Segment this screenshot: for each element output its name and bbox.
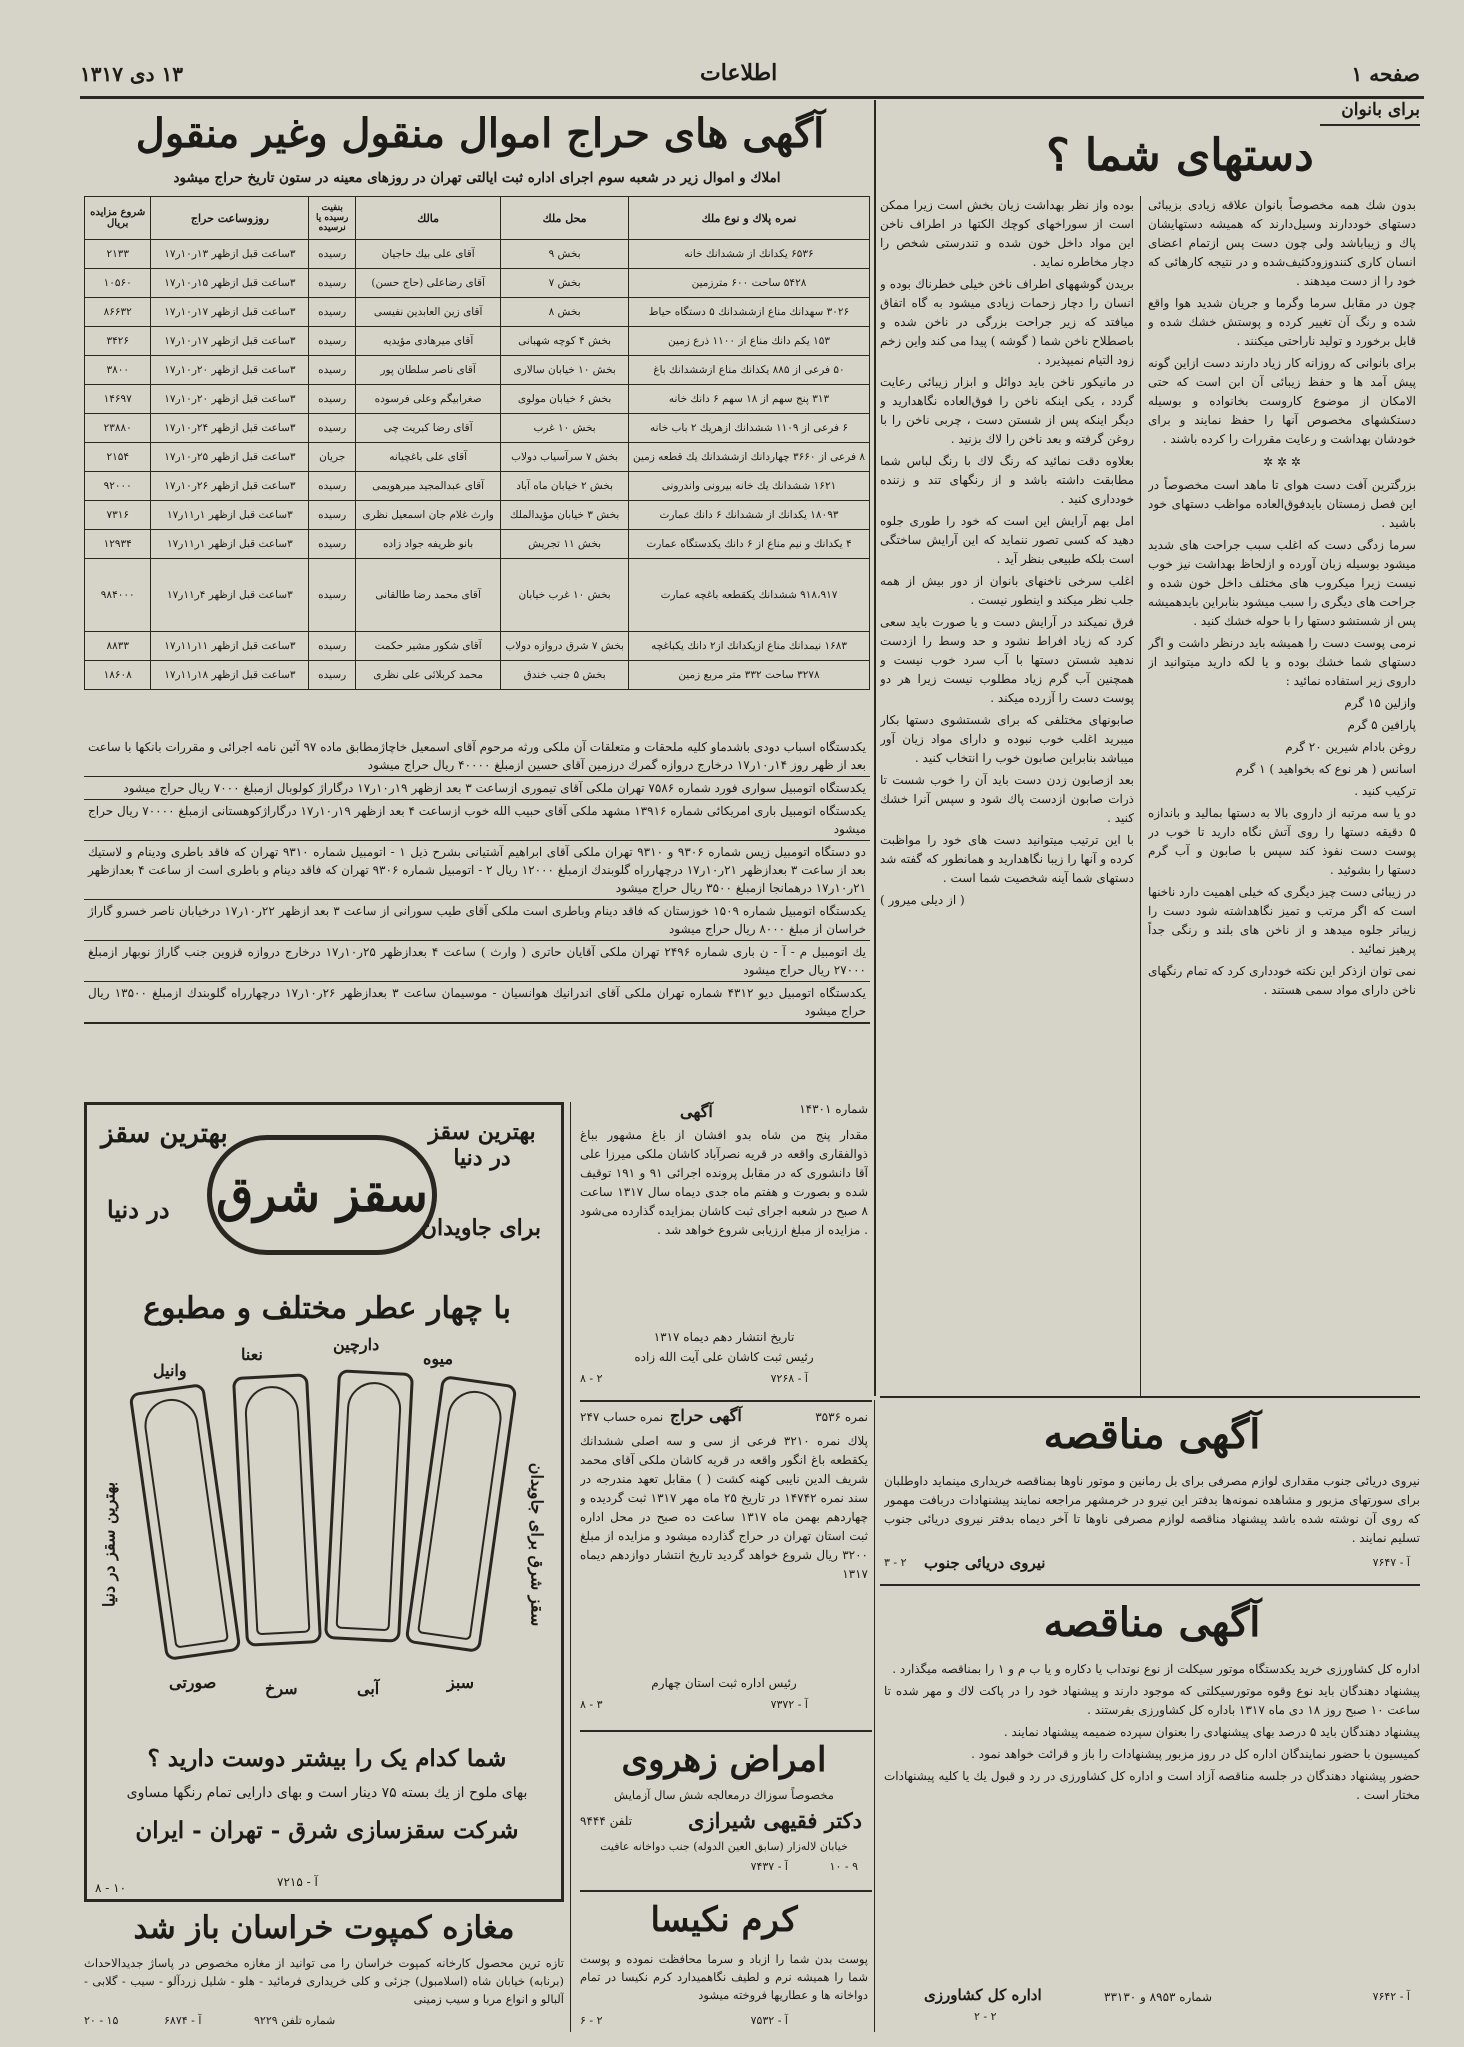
gum-pack-icon	[129, 1383, 242, 1661]
table-cell: رسیده	[309, 327, 356, 356]
table-cell: آقای رضا کبریت چی	[356, 414, 501, 443]
auction-extra-item: یکدستگاه اتومبیل دیو ۴۳۱۲ شماره تهران ملکی آقای اندرانیك هوانسیان - موسیمان ساعت ۳ بعدازظهر ۲۶ر۱۰ر۱۷ درچهارراه گلوبندك ازمبلغ ۱۳۵۰۰ ریال حراج میشود	[84, 982, 870, 1024]
table-cell: ۶ فرعی از ۱۱۰۹ ششدانك ازهریك ۲ باب خانه	[628, 414, 869, 443]
col-location: محل ملك	[501, 197, 629, 240]
table-cell: آقای علی بیك حاجیان	[356, 240, 501, 269]
table-cell: آقای شکور مشیر حکمت	[356, 632, 501, 661]
table-cell: رسیده	[309, 472, 356, 501]
ad-code: ۲ - ۸	[580, 1372, 603, 1385]
shargh-top-right: بهترین سقز در دنیا	[428, 1119, 536, 1171]
table-cell: بخش ۸	[501, 298, 629, 327]
table-row	[85, 327, 870, 356]
auction-table-wrap	[84, 196, 870, 690]
auction-extra-item: دو دستگاه اتومبیل زیس شماره ۹۳۰۶ و ۹۳۱۰ تهران ملکی آقای ابراهیم آشتیانی بشرح ذیل ۱ - اتومبیل شماره ۹۳۱۰ تهران که فاقد باطری ودینام و لاستیك بعد از ساعت ۳ بعدازظهر ۲۱ر۱۰ر۱۷ درچهارراه گلوبندك ازمبلغ ۱۲۰۰۰ ریال ۲ - اتومبیل شماره ۹۳۰۶ تهران که فاقد دینام و باطری است از ساعت ۴ بعدازظهر ۲۱ر۱۰ر۱۷ درهمانجا ازمبلغ ۳۵۰۰ ریال حراج میشود	[84, 841, 870, 900]
table-cell: رسیده	[309, 632, 356, 661]
main-column-rule	[874, 100, 876, 1396]
women-paragraph: بدون شك همه مخصوصاً بانوان علاقه زیادی بزیبائی دستهای خوددارند وسیل‌دارند که همیشه دستهایشان پاك و زیباباشد ولی چون دست پس ازتمام اعضای انسان کاری کنندوزودکثیف‌شده و در نتیجه کارهائی که خود را از دست میدهند .	[1148, 198, 1416, 288]
ad-title: کرم نکیسا	[650, 1900, 798, 1940]
ad-divider	[580, 1400, 872, 1402]
ad-signature: رئیس اداره ثبت استان چهارم	[651, 1676, 797, 1690]
table-cell: ۱۰۵۶۰	[85, 269, 151, 298]
gum-pack-icon	[324, 1369, 414, 1643]
table-cell: رسیده	[309, 661, 356, 690]
table-cell: ۶۵۳۶ یکدانك از ششدانك خانه	[628, 240, 869, 269]
table-cell: بخش ۴ کوچه شهبانی	[501, 327, 629, 356]
table-cell: ۳۲۷۸ ساحت ۳۳۲ متر مربع زمین	[628, 661, 869, 690]
source-credit: ( از دیلی میرور )	[880, 893, 965, 907]
ad-body: مقدار پنج من شاه بدو افشان از باغ مشهور بباغ ذوالفقاری واقعه در قریه نصرآباد کاشان ملکی میرزا علی آقا دانشوری که در مقابل پرونده اجرائی ۹۱ و ۱۹۱ توقیف شده و بصورت و هفتم ماه جدی دیماه سال ۱۳۱۷ ساعت ۸ صبح در شعبه اجرای ثبت کاشان بمزایده گذارده می‌شود . مزایده از مبلغ ارزیابی شروع خواهد شد .	[580, 1128, 868, 1237]
color-label: سرخ	[265, 1679, 298, 1698]
col-plaque: نمره پلاك و نوع ملك	[628, 197, 869, 240]
table-cell: بخش ۷ شرق دروازه دولاب	[501, 632, 629, 661]
shargh-top-left: بهترین سقز	[101, 1119, 228, 1149]
table-row	[85, 240, 870, 269]
women-end-rule	[880, 1396, 1420, 1398]
table-cell: ۱۶۲۱ ششدانك یك خانه بیرونی واندرونی	[628, 472, 869, 501]
auction-subtitle: املاك و اموال زیر در شعبه سوم اجرای اداره ثبت ایالتی تهران در روزهای معینه در ستون تاریخ حراج میشود	[173, 170, 781, 186]
table-cell: وارث غلام جان اسمعیل نظری	[356, 501, 501, 530]
table-cell: بخش ۷ سرآسیاب دولاب	[501, 443, 629, 472]
venereal-disease-ad	[580, 1736, 868, 1886]
table-cell: ۳ساعت قبل ازظهر ۱ر۱۱ر۱۷	[151, 501, 309, 530]
ad-body: نیروی دریائی جنوب مقداری لوازم مصرفی برای بل رمانین و موتور ناوها بمناقصه خریداری مینماید داوطلبان برای سورتهای مزبور و مشاهده نمونه‌ها بدفتر این نیرو در خرمشهر مراجعه نمایند پیشنهادات دربافت مهمور که روی آن نوشته شده باشد پیشنهاد مناقصه لوازم مصرفی ناوها تا آخر دیماه بدفتر نیروی دریائی جنوب تسلیم نمایند .	[884, 1474, 1420, 1545]
tender-navy-ad	[884, 1400, 1420, 1580]
kompot-phone: شماره تلفن ۹۲۲۹	[254, 2014, 336, 2027]
table-cell: بخش ۱۱ تجریش	[501, 530, 629, 559]
shargh-info: بهای ملوح از یك بسته ۷۵ دینار است و بهای دارایی تمام رنگها مساوی	[126, 1785, 528, 1801]
ad-divider	[580, 1730, 872, 1732]
table-cell: ۳ساعت قبل ازظهر ۱۱ر۱۱ر۱۷	[151, 632, 309, 661]
women-paragraph: برای بانوانی که روزانه کار زیاد دارند دست ازاین گونه پیش آمد ها و حفظ زیبائی آن ابن است که حتی الامکان از موضوع کاروست بخانواده و بوسیله دستکشهای مخصوص آنها را حفظ نمایند و برای خودشان بهداشت و رعایت مقررات را کرده باشند .	[1148, 356, 1416, 446]
col-datetime: روزوساعت حراج	[151, 197, 309, 240]
nakisa-cream-ad	[580, 1896, 868, 2036]
flavor-label: نعنا	[241, 1345, 263, 1364]
ad-code: آ - ۷۵۳۲	[750, 2014, 788, 2027]
women-paragraph: چون در مقابل سرما وگرما و جریان شدید هوا واقع شده و رنگ آن تغییر کرده و پوستش خشك شده و قابل برخورد و تولید ناراحتی میکنند .	[1148, 296, 1416, 348]
ad-code: آ - ۷۶۴۷	[1372, 1556, 1410, 1569]
table-cell: آقای ناصر سلطان پور	[356, 356, 501, 385]
ad-code: آ - ۷۲۱۵	[277, 1875, 318, 1889]
table-cell: آقای رضاعلی (حاج حسن)	[356, 269, 501, 298]
table-cell: بخش ۷	[501, 269, 629, 298]
color-label: صورتی	[169, 1673, 217, 1692]
table-cell: ۳۸۰۰	[85, 356, 151, 385]
table-cell: ۳ساعت قبل ازظهر ۱۸ر۱۱ر۱۷	[151, 661, 309, 690]
table-cell: بخش ۶ خیابان مولوی	[501, 385, 629, 414]
gum-pack-icon	[232, 1373, 322, 1647]
tender-clause: حضور پیشنهاد دهندگان در جلسه مناقصه آزاد است و اداره کل کشاورزی در رد و قبول یك یا کلیه پیشنهادات مختار است .	[884, 1769, 1420, 1802]
lower-column-rule	[570, 1102, 571, 2032]
table-row	[85, 269, 870, 298]
auction-extra-item: یکدستگاه اتومبیل شماره ۱۵۰۹ خوزستان که فاقد دینام وباطری است ملکی آقای طیب سورانی از ساعت ۳ بعد ازظهر ۲۲ر۱۰ر۱۷ درخیابان ناصر خسرو گاراژ خراسان از مبلغ ۸۰۰۰ ریال حراج میشود	[84, 900, 870, 941]
women-column-2	[880, 196, 1134, 1396]
table-cell: رسیده	[309, 559, 356, 632]
auction-extra-item: یکدستگاه اتومبیل سواری فورد شماره ۷۵۸۶ تهران ملکی آقای تیموری ازساعت ۳ بعد ازظهر ۱۹ر۱۰ر۱۷ درگاراژ کولوبال ازمبلغ ۷۰۰۰ ریال حراج میشود	[84, 777, 870, 800]
table-cell: رسیده	[309, 530, 356, 559]
table-cell: آقای محمد رضا طالقانی	[356, 559, 501, 632]
ad-body	[884, 1660, 1420, 1974]
ad-subtitle: نمره حساب ۲۴۷	[580, 1410, 664, 1424]
table-cell: بانو ظریفه جواد زاده	[356, 530, 501, 559]
table-cell: ۱۶۸۳ نیمدانك مناع ازیکدانك از۲ دانك یکباغچه	[628, 632, 869, 661]
table-cell: ۳ساعت قبل ازظهر ۲۵ر۱۰ر۱۷	[151, 443, 309, 472]
col-start-price: شروع مزایده بریال	[85, 197, 151, 240]
flavor-label: دارچین	[333, 1335, 380, 1354]
table-cell: ۳ساعت قبل ازظهر ۱۳ر۱۰ر۱۷	[151, 240, 309, 269]
women-section-label: برای بانوان	[1341, 100, 1420, 120]
ad-divider	[880, 1584, 1420, 1586]
newspaper-name: اطلاعات	[700, 60, 778, 86]
issue-date: ۱۳ دی ۱۳۱۷	[80, 62, 183, 86]
kompot-title: مغازه کمپوت خراسان باز شد	[133, 1910, 515, 1946]
doctor-address: خیابان لاله‌زار (سابق العین الدوله) جنب دواخانه عافیت	[600, 1840, 848, 1853]
tender-clause: کمیسیون با حضور نمایندگان اداره کل در روز مزبور پیشنهادات را باز و قرائت خواهد نمود .	[971, 1747, 1420, 1761]
women-paragraph: بوده واز نظر بهداشت زیان بخش است زیرا ممکن است از سوراخهای کوچك الکتها در اطراف ناخن این مواد داخل خون شده و تندرستی شخص را دچار مخاطره نماید .	[880, 198, 1134, 269]
table-cell: بخش ۳ خیابان مؤیدالملك	[501, 501, 629, 530]
table-cell: رسیده	[309, 385, 356, 414]
table-cell: بخش ۹	[501, 240, 629, 269]
auction-table	[84, 196, 870, 690]
table-cell: رسیده	[309, 240, 356, 269]
table-cell: جریان	[309, 443, 356, 472]
table-cell: بخش ۱۰ خیابان سالاری	[501, 356, 629, 385]
ad-code: آ - ۷۲۶۸	[770, 1372, 808, 1385]
doctor-phone: تلفن ۹۴۴۴	[580, 1814, 633, 1828]
shargh-packs	[147, 1335, 507, 1721]
table-cell: ۳ساعت قبل ازظهر ۲۰ر۱۰ر۱۷	[151, 356, 309, 385]
table-cell: بخش ۵ جنب خندق	[501, 661, 629, 690]
table-cell: آقای زین العابدین نفیسی	[356, 298, 501, 327]
ad-code: آ - ۷۶۴۲	[1372, 1990, 1410, 2003]
tender-clause: پیشنهاد دهندگان باید ۵ درصد بهای پیشنهادی را بعنوان سپرده ضمیمه پیشنهاد نمایند .	[1003, 1725, 1420, 1739]
ad-title: آگهی مناقصه	[1043, 1599, 1261, 1646]
kompot-ad	[84, 1906, 564, 2036]
table-cell: آقای میرهادی مؤیدیه	[356, 327, 501, 356]
ad-signature: رئیس ثبت کاشان علی آیت الله زاده	[634, 1350, 814, 1364]
women-paragraph: بریدن گوشههای اطراف ناخن خیلی خطرناك بوده و انسان را دچار زحمات زیادی میشود به گاه اتفاق میافتد که زیر جراحت بزرگی در ناخن شده و باصطلاح ناخن شما ( گوشه ) پیدا می کند واین زخم زود التیام نمیپذیرد .	[880, 277, 1134, 367]
col-owner: مالك	[356, 197, 501, 240]
ad-code: ۱۰ - ۸	[95, 1881, 127, 1895]
women-paragraph: امل بهم آرایش این است که خود را طوری جلوه دهید که کسی تصور ننماید که این آرایش ساختگی است بلکه طبیعی بنظر آید .	[880, 514, 1134, 566]
ad-code: ۲ - ۶	[580, 2014, 603, 2027]
shargh-side-left: در دنیا	[107, 1195, 170, 1224]
ad-number: شماره ۱۴۳۰۱	[799, 1102, 868, 1116]
ad-title: آگهی	[680, 1102, 713, 1121]
auction-extra-item: یکدستگاه اسباب دودی باشدماو کلیه ملحقات و متعلقات آن ملکی ورثه مرحوم آقای اسمعیل خاچاژمطابق ماده ۹۷ آئین نامه اجرائی و مقررات بانکها با ساعت بعد از ظهر روز ۱۴ر۱۰ر۱۷ درخارج دروازه گمرك درزمین آقای حسین ازمبلغ ۴۰۰۰۰ ریال حراج میشود	[84, 736, 870, 777]
table-cell: ۳۱۳ پنج سهم از ۱۸ سهم ۶ دانك خانه	[628, 385, 869, 414]
women-column-1	[1148, 196, 1416, 1396]
women-paragraph: ترکیب کنید .	[1354, 784, 1416, 798]
table-cell: ۴ یکدانك و نیم مناع از ۶ دانك یکدستگاه عمارت	[628, 530, 869, 559]
women-paragraph: در زیبائی دست چیز دیگری که خیلی اهمیت دارد ناخنها است که اگر مرتب و تمیز نگاهداشته شود دست را زیباتر جلوه میدهد و از ناخن های بلند و رنگی جداً پرهیز نمائید .	[1148, 885, 1416, 956]
ad-body: پلاك نمره ۳۲۱۰ فرعی از سی و سه اصلی ششدانك یکقطعه باغ انگور واقعه در قریه کاشان ملکی آقای محمد شریف الدین نایبی کهنه کشت ( ) مقابل تعهد مندرجه در سند نمره ۱۴۷۴۲ در تاریخ ۲۵ ماه مهر ۱۳۱۷ ثبت گردیده و چهاردهم بهمن ماه ۱۳۱۷ ساعت ده صبح در محل اداره ثبت استان تهران در حراج گذارده میشود و مزایده از مبلغ ۳۲۰۰ ریال شروع خواهد گردید تاریخ انتشار دوازدهم دیماه ۱۳۱۷	[580, 1434, 868, 1581]
women-paragraph: نمی توان ازذکر این نکته خودداری کرد که تمام رنگهای ناخن دارای مواد سمی هستند .	[1148, 964, 1416, 997]
shargh-flavors-line: با چهار عطر مختلف و مطبوع	[143, 1291, 511, 1326]
shargh-border-left: بهترین سقز در دنیا	[99, 1481, 119, 1608]
women-paragraph: دو یا سه مرتبه از داروی بالا به دستها بمالید و باندازه ۵ دقیقه دستها را روی آتش نگاه دارید تا خوب در پوست دست نفوذ کند سپس با صابون و آب گرم دستها را بشوئید .	[1148, 806, 1416, 877]
table-cell: ۸۸۳۳	[85, 632, 151, 661]
table-cell: ۳ساعت قبل ازظهر ۲۶ر۱۰ر۱۷	[151, 472, 309, 501]
table-cell: رسیده	[309, 501, 356, 530]
ornament: ✲ ✲ ✲	[1263, 455, 1301, 469]
ad-code: آ - ۷۴۳۷	[750, 1860, 788, 1873]
shargh-side-right: برای جاویدان	[420, 1215, 541, 1241]
table-cell: رسیده	[309, 269, 356, 298]
auction-title: آگهی های حراج اموال منقول وغیر منقول	[135, 110, 825, 157]
table-row	[85, 661, 870, 690]
table-cell: ۵۴۲۸ ساحت ۶۰۰ مترزمین	[628, 269, 869, 298]
tender-agriculture-ad	[884, 1590, 1420, 2036]
table-cell: ۹۱۸،۹۱۷ ششدانك یکقطعه باغچه عمارت	[628, 559, 869, 632]
auction-extra-item: یك اتومبیل م - آ - ن باری شماره ۲۴۹۶ تهران ملکی آقایان حاتری ( وارث ) ساعت ۴ بعدازظهر ۲۵ر۱۰ر۱۷ درخارج دروازه قزوین جنب گاراژ نوبهار ازمبلغ ۲۷۰۰۰ ریال حراج میشود	[84, 941, 870, 982]
ad-signature: نیروی دریائی جنوب	[924, 1554, 1046, 1572]
table-cell: ۲۱۵۴	[85, 443, 151, 472]
women-paragraph: بعد ازصابون زدن دست باید آن را خوب شست تا ذرات صابون ازدست پاك شود و سپس آنرا خشك کنید .	[880, 773, 1134, 825]
ad-code: ۲ - ۲	[974, 2010, 997, 2023]
flavor-label: وانیل	[153, 1361, 187, 1380]
women-paragraph: بعلاوه دقت نمائید که رنگ لاك با رنگ لباس شما مطابقت داشته باشد و از رنگهای تند و زننده خودداری کنید .	[880, 454, 1134, 506]
auction-extra-item: یکدستگاه اتومبیل باری امریکائی شماره ۱۳۹۱۶ مشهد ملکی آقای حبیب الله خوب ازساعت ۴ بعد ازظهر ۱۹ر۱۰ر۱۷ درگاراژکوهستانی ازمبلغ ۷۰۰۰۰ ریال حراج میشود	[84, 800, 870, 841]
table-row	[85, 385, 870, 414]
recipe-item: اسانس ( هر نوع که بخواهید ) ۱ گرم	[1235, 762, 1416, 776]
table-cell: ۲۳۸۸۰	[85, 414, 151, 443]
table-cell: آقای عبدالمجید میرهویمی	[356, 472, 501, 501]
color-label: آبی	[357, 1679, 380, 1698]
table-cell: ۳۴۲۶	[85, 327, 151, 356]
flavor-label: میوه	[423, 1349, 454, 1368]
table-cell: ۱۵۳ یکم دانك مناع از ۱۱۰۰ ذرع زمین	[628, 327, 869, 356]
women-title: دستهای شما ؟	[1046, 130, 1314, 181]
table-row	[85, 356, 870, 385]
recipe-item: پارافین ۵ گرم	[1347, 718, 1416, 732]
ad-number: نمره ۳۵۳۶	[815, 1410, 868, 1424]
table-cell: ۳ساعت قبل ازظهر ۱۷ر۱۰ر۱۷	[151, 327, 309, 356]
ad-code: ۱۵ - ۲۰	[84, 2014, 119, 2027]
women-paragraph: سرما زدگی دست که اغلب سبب جراحت های شدید میشود بوسیله زبان آورده و ازلحاظ بهداشت نیز خوب نیست زیرا میکروب های مختلف داخل خون شده و جراحت های دیگری را سبب میشود بنابراین بایدهمیشه پس از شستشو دستها را با حوله خشك کنید .	[1148, 538, 1416, 628]
table-row	[85, 632, 870, 661]
col-status: بنفیت رسیده یا نرسیده	[309, 197, 356, 240]
header-rule	[80, 96, 1424, 99]
doctor-name: دکتر فقیهی شیرازی	[687, 1808, 862, 1833]
auction-extra-list	[84, 736, 870, 1024]
women-paragraph: نرمی پوست دست را همیشه باید درنظر داشت و اگر دستهای شما خشك بوده و یا لکه دارید میتوانید از داروی زیر استفاده نمائید :	[1148, 636, 1416, 688]
table-cell: ۳ساعت قبل ازظهر ۲۴ر۱۰ر۱۷	[151, 414, 309, 443]
ad-signature: اداره کل کشاورزی	[924, 1986, 1042, 2004]
table-cell: رسیده	[309, 414, 356, 443]
ad-code: آ - ۶۸۷۴	[164, 2014, 202, 2027]
table-cell: ۸۶۶۳۲	[85, 298, 151, 327]
recipe-item: وازلین ۱۵ گرم	[1344, 696, 1416, 710]
women-paragraph: فرق نمیکند در آرایش دست و یا صورت باید سعی کرد که زیاد افراط نشود و حد وسط را ازدست ندهید شستن دستها با آب سرد خوب نیست و همچنین آب گرم زیاد مطلوب نیست زیرا هر دو پوست دست را آزرده میکند .	[880, 615, 1134, 705]
table-cell: ۹۲۰۰۰	[85, 472, 151, 501]
table-row	[85, 559, 870, 632]
shargh-company: شرکت سقزسازی شرق - تهران - ایران	[135, 1817, 519, 1844]
women-column-rule	[1140, 196, 1141, 1396]
table-cell: ۳۰۲۶ سهدانك مناع ازششدانك ۵ دستگاه حیاط	[628, 298, 869, 327]
table-cell: ۱۴۶۹۷	[85, 385, 151, 414]
women-paragraph: با این ترتیب میتوانید دست های خود را مواظبت کرده و آنها را زیبا نگاهدارید و همانطور که گفته شد دستهای شما آینه شخصیت شما است .	[880, 833, 1134, 885]
table-row	[85, 501, 870, 530]
page-number: صفحه ۱	[1351, 62, 1420, 86]
table-cell: ۷۳۱۶	[85, 501, 151, 530]
auction-ad-3536	[580, 1406, 868, 1726]
middle-right-rule	[874, 1400, 875, 2032]
table-cell: ۱۲۹۳۴	[85, 530, 151, 559]
ad-subtitle: مخصوصاً سوزاك درمعالجه شش سال آزمایش	[614, 1788, 834, 1802]
table-cell: صغرابیگم وعلی فرسوده	[356, 385, 501, 414]
ad-number: شماره ۸۹۵۳ و ۳۳۱۳۰	[1104, 1990, 1212, 2004]
table-cell: بخش ۱۰ غرب خیابان	[501, 559, 629, 632]
ad-title: امراض زهروی	[621, 1740, 827, 1780]
table-row	[85, 298, 870, 327]
table-row	[85, 414, 870, 443]
table-cell: رسیده	[309, 298, 356, 327]
ad-divider	[580, 1890, 872, 1892]
table-cell: ۸ فرعی از ۳۶۶۰ چهاردانك ازششدانك یك قطعه زمین	[628, 443, 869, 472]
ad-title: آگهی حراج	[670, 1406, 742, 1425]
table-cell: ۳ساعت قبل ازظهر ۲۰ر۱۰ر۱۷	[151, 385, 309, 414]
table-cell: ۳ساعت قبل ازظهر ۴ر۱۱ر۱۷	[151, 559, 309, 632]
table-cell: محمد کربلائی علی نظری	[356, 661, 501, 690]
shargh-question: شما کدام یک را بیشتر دوست دارید ؟	[147, 1745, 507, 1772]
table-cell: بخش ۲ خیابان ماه آباد	[501, 472, 629, 501]
women-label-rule	[1320, 124, 1420, 126]
women-paragraph: صابونهای مختلفی که برای شستشوی دستها بکار میبرید اغلب خوب نبوده و دارای مواد زیان آور میباشد بنابراین صابون خوب را انتخاب کنید .	[880, 713, 1134, 765]
gum-pack-icon	[405, 1375, 518, 1653]
color-label: سبز	[447, 1673, 475, 1692]
ad-code: ۹ - ۱۰	[829, 1860, 858, 1873]
tender-clause: اداره کل کشاورزی خرید یکدستگاه موتور سیکلت از نوع نوتداب یا دکاره و یا ب م و ۱ را بمناقصه میگذارد .	[892, 1662, 1420, 1676]
women-paragraph: بزرگترین آفت دست هوای تا ماهد است مخصوصاً در این فصل زمستان بایدفوق‌العاده مواظب دستهای خود باشید .	[1148, 478, 1416, 530]
table-cell: ۱۸۰۹۳ یکدانك از ششدانك ۶ دانك عمارت	[628, 501, 869, 530]
women-paragraph: در مانیکور ناخن باید دوائل و ابزار زیبائی رعایت گردد ، یکی اینکه ناخن را فوق‌العاده نگاهدارید و دیگر اینکه پس از شستن دست ، چربی ناخن را با روغن گرفته و بعد ناخن را لاك بزنید .	[880, 375, 1134, 446]
ad-code: آ - ۷۳۷۲	[770, 1698, 808, 1711]
ad-date: تاریخ انتشار دهم دیماه ۱۳۱۷	[653, 1330, 795, 1344]
shargh-logo: سقز شرق	[207, 1135, 437, 1255]
table-cell: رسیده	[309, 356, 356, 385]
table-cell: آقای علی باغچیانه	[356, 443, 501, 472]
table-header-row	[85, 197, 870, 240]
page-header	[80, 58, 1420, 94]
table-cell: ۹۸۴۰۰۰	[85, 559, 151, 632]
table-cell: ۳ساعت قبل ازظهر ۱ر۱۱ر۱۷	[151, 530, 309, 559]
table-cell: ۲۱۳۳	[85, 240, 151, 269]
table-cell: ۵۰ فرعی از ۸۸۵ یکدانك مناع ازششدانك باغ	[628, 356, 869, 385]
table-cell: ۱۸۶۰۸	[85, 661, 151, 690]
tender-clause: پیشنهاد دهندگان باید نوع وقوه موتورسیکلتی که موجود دارند و پیشنهاد خود را در پاکت لاك و مهر شده تا ساعت ۱۰ صبح روز ۱۸ دی ماه ۱۳۱۷ باداره کل کشاورزی بفرستند .	[884, 1684, 1420, 1717]
ad-code: ۳ - ۸	[580, 1698, 603, 1711]
shargh-gum-ad	[84, 1102, 564, 1902]
table-row	[85, 443, 870, 472]
ad-code: ۲ - ۳	[884, 1556, 907, 1569]
table-row	[85, 472, 870, 501]
ad-title: آگهی مناقصه	[1043, 1411, 1261, 1458]
notice-ad-14301	[580, 1102, 868, 1398]
table-cell: بخش ۱۰ غرب	[501, 414, 629, 443]
table-cell: ۳ساعت قبل ازظهر ۱۷ر۱۰ر۱۷	[151, 298, 309, 327]
table-cell: ۳ساعت قبل ازظهر ۱۵ر۱۰ر۱۷	[151, 269, 309, 298]
ad-body: پوست بدن شما را ازباد و سرما محافظت نموده و پوست شما را همیشه نرم و لطیف نگاهمیدارد کرم نکیسا در تمام دواخانه ها و عطاریها فروخته میشود	[580, 1952, 868, 2002]
shargh-border-right: سقز شرق برای جاویدان	[527, 1462, 547, 1627]
table-row	[85, 530, 870, 559]
recipe-item: روغن بادام شیرین ۲۰ گرم	[1285, 740, 1416, 754]
women-paragraph: اغلب سرخی ناخنهای بانوان از دور بیش از همه جلب نظر میکند و اینطور نیست .	[880, 574, 1134, 607]
kompot-body: تازه ترین محصول کارخانه کمپوت خراسان را می توانید از مغازه مخصوص در پاساژ جدیدالاحداث (برنابه) خیابان شاه (اسلامبول) جزئی و کلی خریداری فرمائید - هلو - شلیل زردآلو - سیب - گلابی - آلبالو و انواع مربا و سیب زمینی	[84, 1956, 564, 2006]
